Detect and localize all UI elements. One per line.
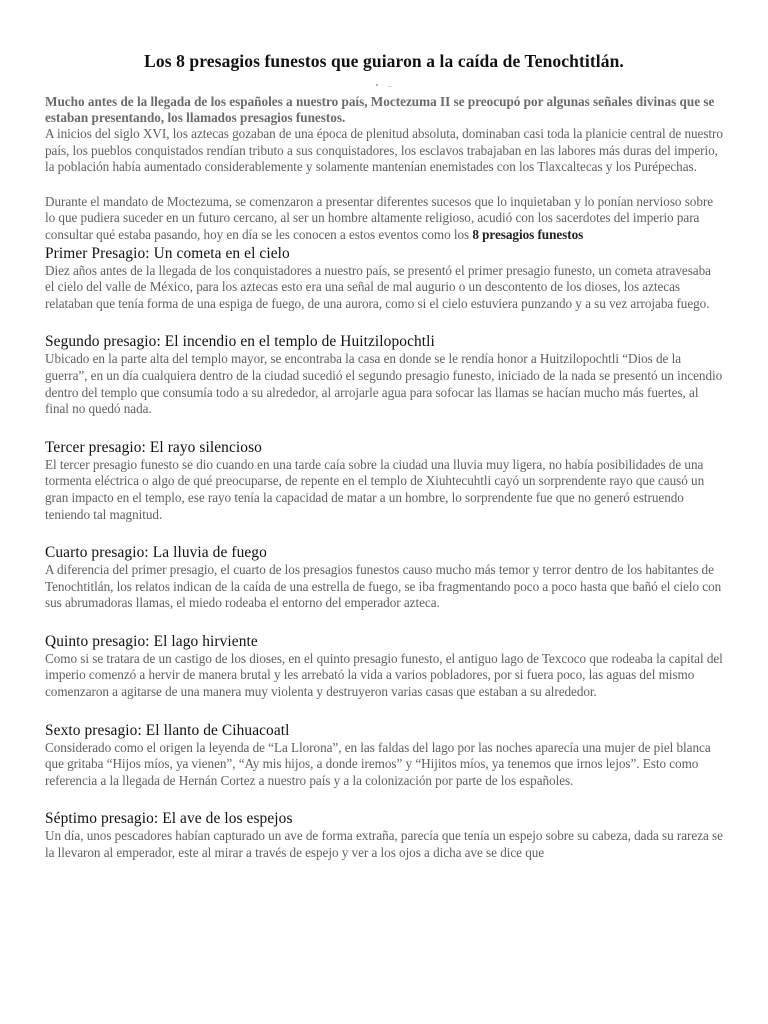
section-heading: Primer Presagio: Un cometa en el cielo [45, 244, 290, 262]
intro-paragraph-1: A inicios del siglo XVI, los aztecas gozaban de una época de plenitud absoluta, dominaban casi toda la planicie central de nuestro país, los pueblos conquistados rendían tributo a sus conquistadores, los esclavos trabajaban en las labores más duras del imperio, la población había aumentado considerablemente y solamente mantenían enemistades con los Tlaxcaltecas y los Purépechas. [45, 126, 723, 175]
section-text: Considerado como el origen la leyenda de “La Llorona”, en las faldas del lago por las noches aparecía una mujer de piel blanca que gritaba “Hijos míos, ya vienen”, “Ay mis hijos, a donde iremos” y “Hijitos míos, ya tenemos que irnos lejos”. Esto como referencia a la llegada de Hernán Cortez a nuestro país y a la colonización por parte de los españoles. [45, 739, 711, 788]
section-heading: Sexto presagio: El llanto de Cihuacoatl [45, 721, 290, 739]
section-4 [45, 543, 723, 612]
section-heading: Tercer presagio: El rayo silencioso [45, 438, 262, 456]
intro-text: Durante el mandato de Moctezuma, se comenzaron a presentar diferentes sucesos que lo inquietaban y lo ponían nervioso sobre lo que pudiera suceder en un futuro cercano, al ser un hombre altamente religioso, acudió con los sacerdotes del imperio para consultar qué estaba pasando, hoy en día se les conocen a estos eventos como los [45, 193, 714, 242]
intro-paragraph-2 [45, 194, 723, 244]
section-heading: Quinto presagio: El lago hirviente [45, 632, 258, 650]
section-1 [45, 244, 723, 313]
section-spacer [45, 523, 723, 543]
section-heading: Cuarto presagio: La lluvia de fuego [45, 544, 267, 562]
section-text: Como si se tratara de un castigo de los dioses, en el quinto presagio funesto, el antiguo lago de Texcoco que rodeaba la capital del imperio comenzó a hervir de manera brutal y les arrebató la vida a varios pobladores, por si fuera poco, las aguas del mismo comenzaron a agitarse de una manera muy violenta y destruyeron varias casas que estaban a su alrededor. [45, 650, 723, 700]
section-7 [45, 809, 723, 861]
paragraph-gap [45, 176, 723, 194]
section-5 [45, 632, 723, 701]
intro-bold-phrase: 8 presagios funestos [472, 226, 584, 242]
section-spacer [45, 312, 723, 332]
section-3 [45, 438, 723, 523]
section-heading: Séptimo presagio: El ave de los espejos [45, 810, 293, 828]
lead-paragraph: Mucho antes de la llegada de los españoles a nuestro país, Moctezuma II se preocupó por algunas señales divinas que se estaban presentando, los llamados presagios funestos. [45, 94, 715, 125]
section-spacer [45, 789, 723, 809]
section-heading: Segundo presagio: El incendio en el templo de Huitzilopochtli [45, 333, 435, 351]
section-text: Un día, unos pescadores habían capturado un ave de forma extraña, parecía que tenía un espejo sobre su cabeza, dada su rareza se la llevaron al emperador, este al mirar a través de espejo y ver a los ojos a dicha ave se dice que [45, 828, 723, 861]
section-2 [45, 332, 723, 417]
section-spacer [45, 701, 723, 721]
section-spacer [45, 612, 723, 632]
section-text: El tercer presagio funesto se dio cuando en una tarde caía sobre la ciudad una lluvia muy ligera, no había posibilidades de una tormenta eléctrica o algo de qué preocuparse, de repente en el templo de Xiuhtecuhtli cayó un sorprendente rayo que causó un gran impacto en el templo, ese rayo tenía la capacidad de matar a un hombre, lo sorprendente fue que no generó estruendo teniendo tal magnitud. [45, 456, 705, 522]
section-spacer [45, 418, 723, 438]
separator-dots: • – [375, 81, 393, 90]
section-text: Ubicado en la parte alta del templo mayor, se encontraba la casa en donde se le rendía honor a Huitzilopochtli “Dios de la guerra”, en un día cualquiera dentro de la ciudad sucedió el segundo presagio funesto, iniciado de la nada se presentó un incendio dentro del templo que consumía todo a su alrededor, al arrojarle agua para sofocar las llamas se hacían mucho más fuertes, al final no quedó nada. [45, 351, 723, 417]
document-title: Los 8 presagios funestos que guiaron a la caída de Tenochtitlán. [144, 51, 624, 71]
section-text: A diferencia del primer presagio, el cuarto de los presagios funestos causo mucho más temor y terror dentro de los habitantes de Tenochtitlán, los relatos indican de la caída de una estrella de fuego, se iba fragmentando poco a poco hasta que bañó el cielo con sus abrumadoras llamas, el miedo rodeaba el entorno del emperador azteca. [45, 562, 722, 611]
section-6 [45, 721, 723, 790]
section-text: Diez años antes de la llegada de los conquistadores a nuestro país, se presentó el primer presagio funesto, un cometa atravesaba el cielo del valle de México, para los aztecas esto era una señal de mal augurio o un descontento de los dioses, los aztecas relataban que tenía forma de una espiga de fuego, de una aurora, como si el cielo estuviera punzando y a su vez arrojaba fuego. [45, 262, 711, 311]
